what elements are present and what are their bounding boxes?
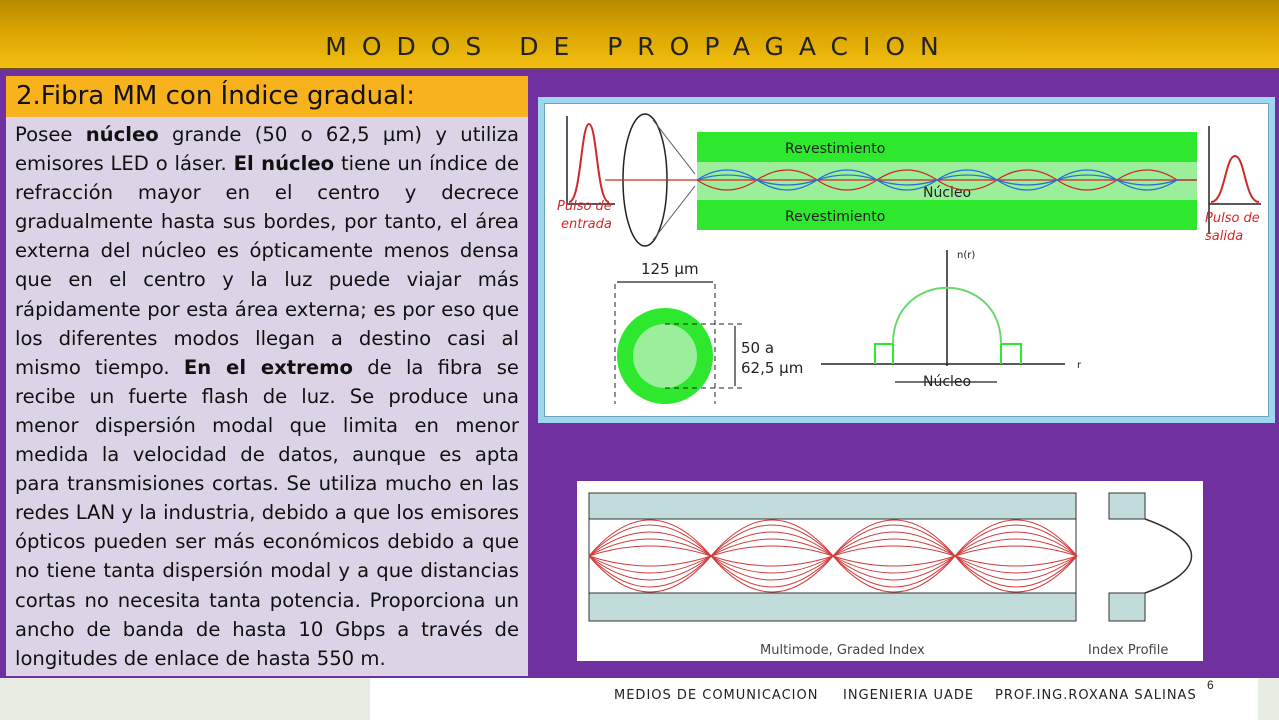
profile-cladding-top	[1109, 493, 1145, 519]
caption-left: Multimode, Graded Index	[760, 643, 925, 658]
core-diameter-label-1: 50 a	[741, 339, 775, 357]
core-label: Núcleo	[923, 185, 972, 201]
caption-right: Index Profile	[1088, 643, 1169, 658]
profile-x-label: r	[1077, 360, 1082, 371]
body-bold-run: En el extremo	[183, 355, 353, 379]
cladding-top-label: Revestimiento	[785, 141, 886, 157]
output-pulse	[1211, 156, 1259, 202]
multimode-graded-index-figure	[577, 481, 1203, 661]
footer-course: MEDIOS DE COMUNICACION	[614, 688, 819, 703]
multimode-graded-index-svg	[577, 481, 1203, 661]
cladding-bottom	[697, 200, 1197, 230]
section-heading: 2.Fibra MM con Índice gradual:	[16, 81, 416, 111]
body-paragraph	[15, 120, 519, 673]
graded-index-svg	[545, 104, 1268, 416]
body-bold-run: núcleo	[85, 123, 159, 146]
fiber-cladding-top	[589, 493, 1076, 519]
outer-diameter-label: 125 µm	[641, 260, 699, 278]
output-pulse-label-1: Pulso de	[1205, 211, 1260, 226]
index-profile-curve	[1145, 519, 1192, 593]
fiber-cladding-bottom	[589, 593, 1076, 621]
footer-right-strip	[1258, 678, 1279, 720]
body-bold-run: El núcleo	[233, 152, 335, 176]
footer-professor: PROF.ING.ROXANA SALINAS	[995, 688, 1197, 703]
input-pulse-label-2: entrada	[561, 217, 612, 232]
core-diameter-label-2: 62,5 µm	[741, 359, 804, 377]
profile-core-label: Núcleo	[923, 374, 972, 390]
cross-section-core	[633, 324, 697, 388]
body-text-run: tiene un índice de refracción mayor en el centro y decrece gradualmente hasta sus bordes, por tanto, el área externa del núcleo es ópticamente menos densa que en el centro y la luz puede viajar más rápidamente por esta área externa; es por eso que los diferentes modos llegan a destino casi al mismo tiempo.	[15, 152, 520, 379]
body-text-run: grande (50 o 62,5 µm) y utiliza emisores LED o láser.	[15, 123, 519, 176]
input-pulse-label-1: Pulso de	[557, 199, 612, 214]
graded-index-diagram	[544, 103, 1269, 417]
cladding-bottom-label: Revestimiento	[785, 209, 886, 225]
input-pulse	[569, 124, 609, 202]
footer-school: INGENIERIA UADE	[843, 688, 975, 703]
output-pulse-label-2: salida	[1205, 229, 1244, 244]
body-text-run: Posee	[15, 123, 86, 146]
cladding-top	[697, 132, 1197, 162]
page-number: 6	[1207, 678, 1214, 692]
body-text-run: de la fibra se recibe un fuerte flash de luz. Se produce una menor dispersión modal que limita en menor medida la velocidad de datos, aunque es apta para transmisiones cortas. Se utiliza mucho en las redes LAN y la industria, debido a que los emisores ópticos pueden ser más económicos debido a que no tiene tanta dispersión modal y a que distancias cortas no necesita tanta potencia. Proporciona un ancho de banda de hasta 10 Gbps a través de longitudes de enlace de hasta 550 m.	[15, 355, 519, 670]
section-heading-box	[6, 76, 528, 117]
graded-index-diagram-frame	[538, 97, 1275, 423]
profile-cladding-bottom	[1109, 593, 1145, 621]
profile-y-label: n(r)	[957, 250, 976, 261]
footer	[0, 678, 1279, 720]
footer-left-box	[0, 678, 370, 720]
slide-title: MODOS DE PROPAGACION	[325, 32, 954, 61]
